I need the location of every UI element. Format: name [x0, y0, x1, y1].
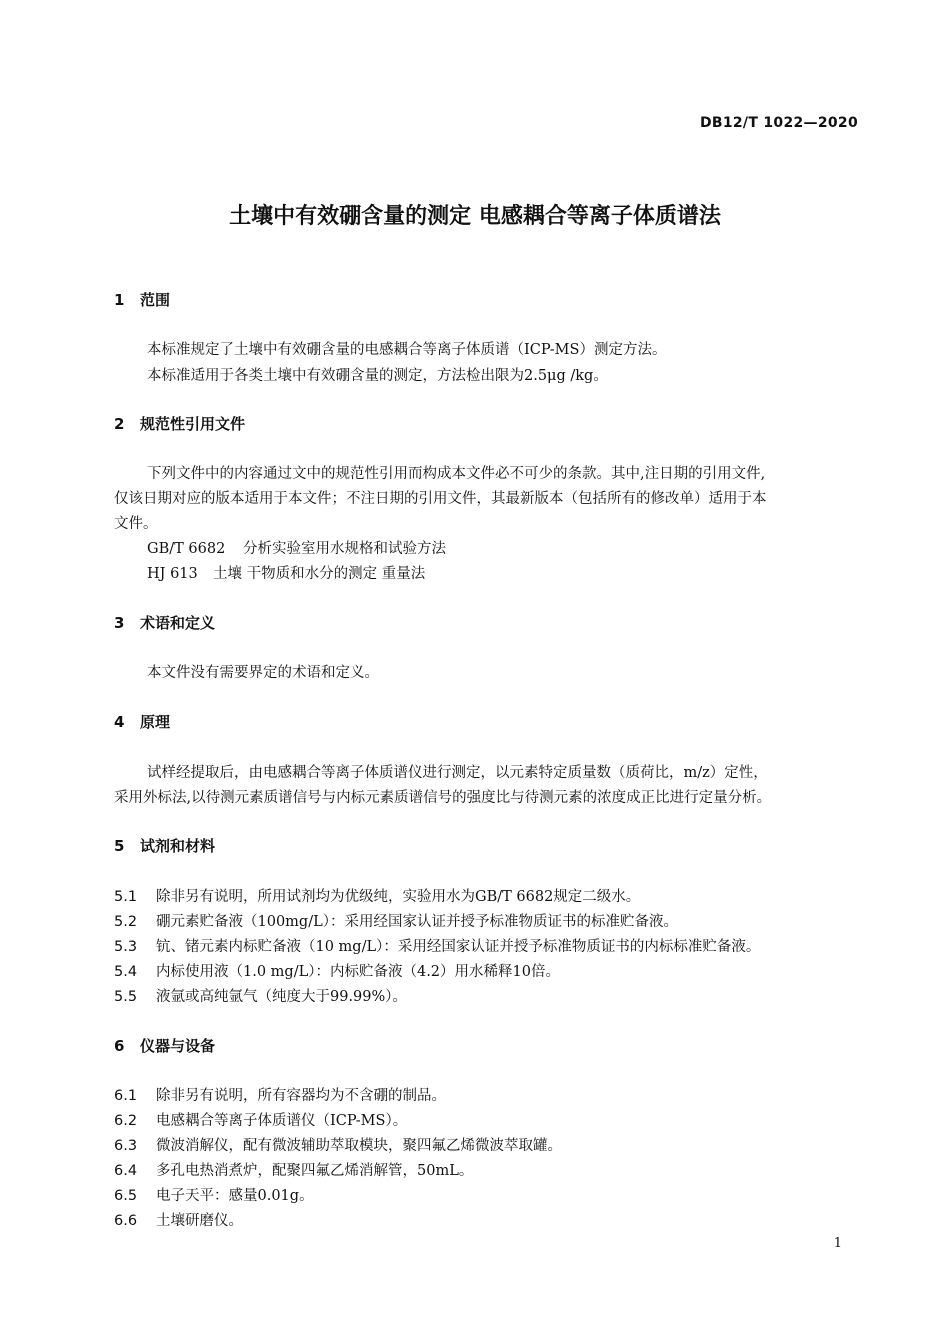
paragraph-line: 文件。: [114, 516, 158, 532]
page-number: 1: [833, 1236, 842, 1251]
document-number: DB12/T 1022—2020: [699, 115, 858, 131]
item-text: 土壤研磨仪。: [156, 1213, 243, 1229]
item-text: 电子天平：感量0.01g。: [156, 1188, 314, 1204]
item-number: 5.1: [114, 889, 138, 905]
item-number: 6.5: [114, 1188, 138, 1204]
item-number: 5.3: [114, 939, 138, 955]
list-item: [114, 935, 760, 956]
section-heading-terms: [114, 612, 215, 633]
item-number: 6.4: [114, 1163, 138, 1179]
paragraph: 本标准规定了土壤中有效硼含量的电感耦合等离子体质谱（ICP-MS）测定方法。: [147, 342, 667, 358]
list-item: [114, 1109, 407, 1130]
section-title: 术语和定义: [140, 614, 216, 632]
paragraph-line: 试样经提取后，由电感耦合等离子体质谱仪进行测定，以元素特定质量数（质荷比，m/z）定性，: [147, 765, 768, 781]
item-number: 6.2: [114, 1113, 138, 1129]
item-number: 5.5: [114, 989, 138, 1005]
list-item: [114, 910, 678, 931]
list-item: [114, 1134, 562, 1155]
list-item: [114, 1209, 243, 1230]
section-number: 1: [114, 291, 125, 309]
paragraph-line: 下列文件中的内容通过文中的规范性引用而构成本文件必不可少的条款。其中,注日期的引用文件,: [147, 466, 766, 482]
list-item: [114, 1084, 446, 1105]
item-number: 5.4: [114, 964, 138, 980]
reference-item: [147, 562, 425, 583]
section-number: 2: [114, 415, 125, 433]
paragraph: 本文件没有需要界定的术语和定义。: [147, 665, 379, 681]
reference-name: 土壤 干物质和水分的测定 重量法: [213, 566, 426, 582]
paragraph: 本标准适用于各类土壤中有效硼含量的测定，方法检出限为2.5μg /kg。: [147, 368, 608, 384]
section-heading-apparatus: [114, 1035, 215, 1056]
item-number: 6.6: [114, 1213, 138, 1229]
item-text: 液氩或高纯氩气（纯度大于99.99%）。: [156, 989, 408, 1005]
section-number: 6: [114, 1037, 125, 1055]
section-heading-scope: [114, 289, 170, 310]
section-heading-reagents: [114, 835, 215, 856]
section-number: 3: [114, 614, 125, 632]
section-heading-normative-references: [114, 413, 245, 434]
list-item: [114, 985, 407, 1006]
section-number: 5: [114, 837, 125, 855]
section-title: 原理: [140, 713, 171, 731]
item-text: 除非另有说明，所有容器均为不含硼的制品。: [156, 1088, 446, 1104]
reference-code: HJ 613: [147, 566, 198, 582]
reference-item: [147, 537, 446, 558]
section-title: 仪器与设备: [140, 1037, 216, 1055]
item-text: 电感耦合等离子体质谱仪（ICP-MS）。: [156, 1113, 408, 1129]
paragraph-line: 采用外标法,以待测元素质谱信号与内标元素质谱信号的强度比与待测元素的浓度成正比进行定量分析。: [114, 790, 772, 806]
section-heading-principle: [114, 711, 170, 732]
item-text: 硼元素贮备液（100mg/L）：采用经国家认证并授予标准物质证书的标准贮备液。: [156, 914, 678, 930]
item-number: 6.3: [114, 1138, 138, 1154]
reference-name: 分析实验室用水规格和试验方法: [243, 541, 446, 557]
paragraph-line: 仅该日期对应的版本适用于本文件；不注日期的引用文件，其最新版本（包括所有的修改单）适用于本: [114, 491, 767, 507]
reference-code: GB/T 6682: [147, 541, 226, 557]
item-text: 钪、锗元素内标贮备液（10 mg/L）：采用经国家认证并授予标准物质证书的内标标准贮备液。: [156, 939, 761, 955]
item-number: 5.2: [114, 914, 138, 930]
section-title: 范围: [140, 291, 171, 309]
item-number: 6.1: [114, 1088, 138, 1104]
list-item: [114, 885, 640, 906]
item-text: 多孔电热消煮炉，配聚四氟乙烯消解管，50mL。: [156, 1163, 474, 1179]
item-text: 微波消解仪，配有微波辅助萃取模块，聚四氟乙烯微波萃取罐。: [156, 1138, 562, 1154]
item-text: 除非另有说明，所用试剂均为优级纯，实验用水为GB/T 6682规定二级水。: [156, 889, 641, 905]
list-item: [114, 1159, 473, 1180]
section-title: 试剂和材料: [140, 837, 216, 855]
section-number: 4: [114, 713, 125, 731]
list-item: [114, 1184, 314, 1205]
list-item: [114, 960, 560, 981]
item-text: 内标使用液（1.0 mg/L）：内标贮备液（4.2）用水稀释10倍。: [156, 964, 560, 980]
page-title: 土壤中有效硼含量的测定 电感耦合等离子体质谱法: [229, 204, 721, 229]
section-title: 规范性引用文件: [140, 415, 246, 433]
